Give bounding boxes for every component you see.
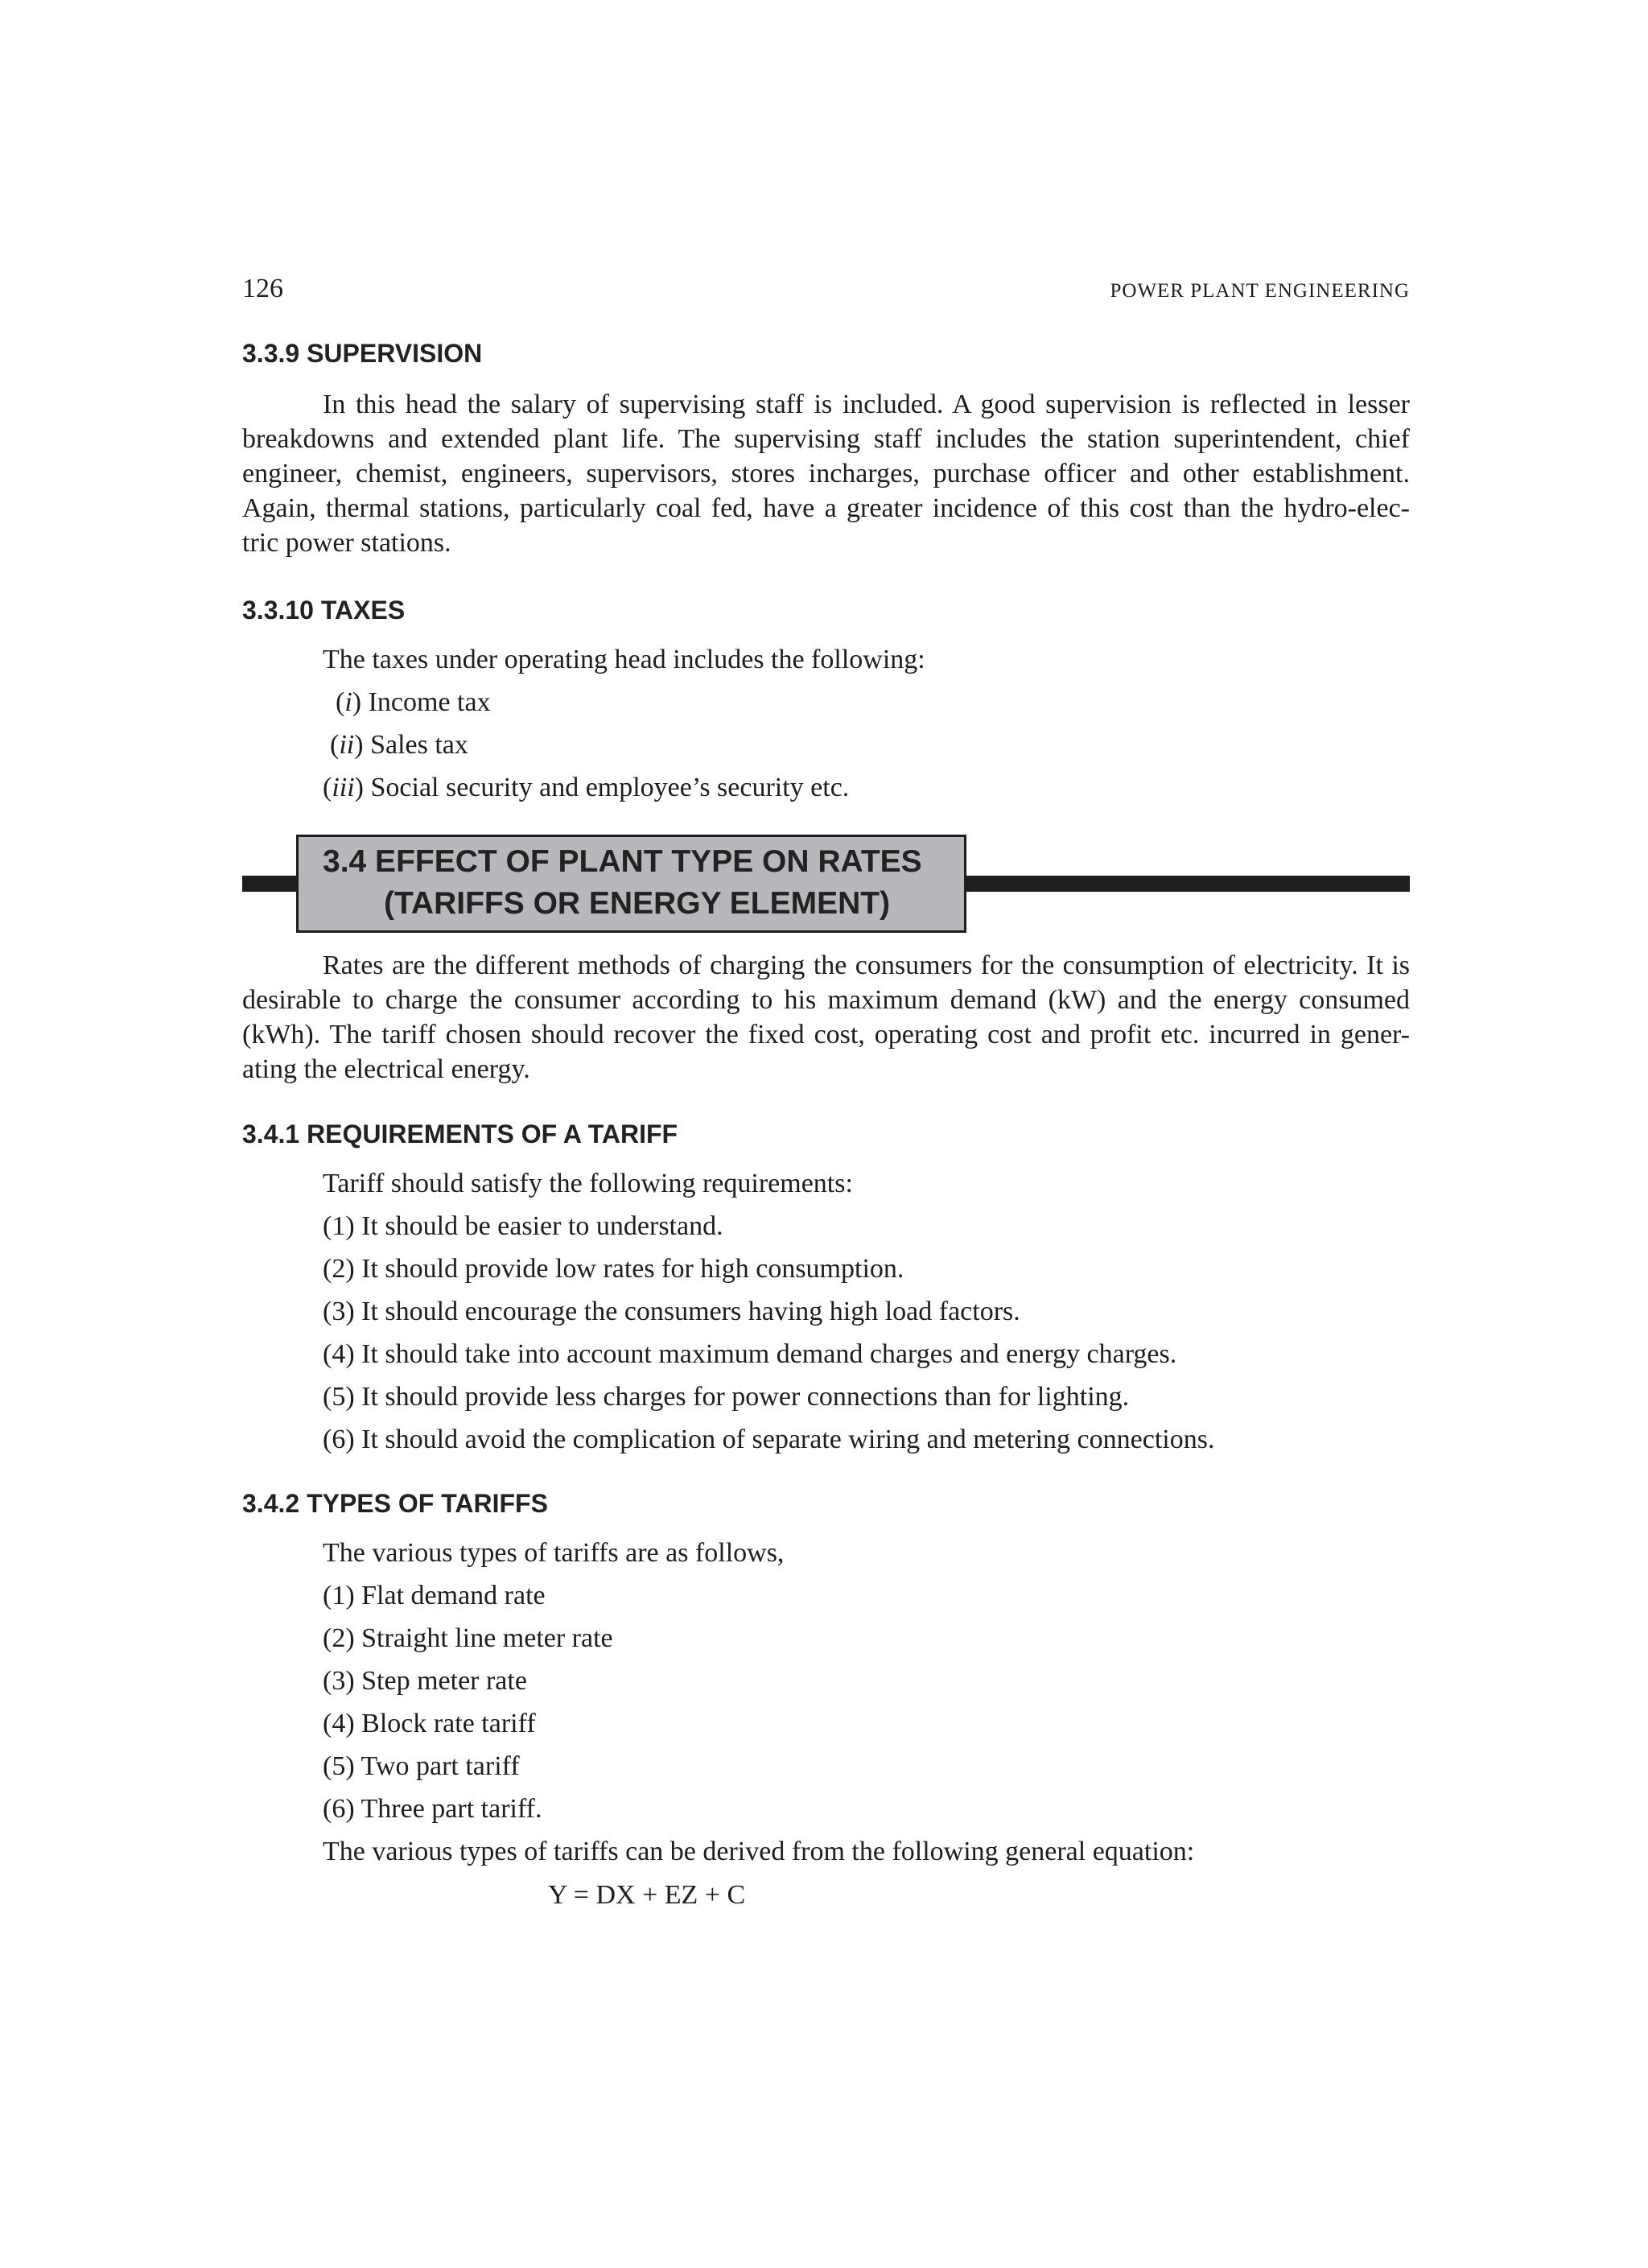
list-item: (ii) Sales tax [330, 730, 468, 760]
page-number: 126 [242, 274, 283, 303]
running-head [242, 274, 1410, 314]
banner-title-line-2: (TARIFFS OR ENERGY ELEMENT) [384, 886, 891, 921]
list-item: (5) It should provide less charges for power connections than for lighting. [323, 1382, 1130, 1412]
rates-paragraph [242, 948, 1410, 1087]
section-heading-3-4-1: 3.4.1 REQUIREMENTS OF A TARIFF [242, 1120, 678, 1148]
item-numeral: i [344, 687, 352, 717]
section-heading-3-3-9: 3.3.9 SUPERVISION [242, 339, 483, 368]
list-item: (i) Income tax [336, 687, 491, 717]
general-equation: Y = DX + EZ + C [548, 1880, 746, 1910]
list-item: (5) Two part tariff [323, 1751, 520, 1781]
section-heading-3-4-2: 3.4.2 TYPES OF TARIFFS [242, 1489, 548, 1518]
taxes-intro: The taxes under operating head includes the following: [323, 645, 925, 674]
section-heading-3-3-10: 3.3.10 TAXES [242, 596, 406, 625]
list-item: (2) It should provide low rates for high consumption. [323, 1254, 904, 1284]
paragraph-line: ating the electrical energy. [242, 1054, 530, 1084]
supervision-paragraph [242, 387, 1410, 560]
list-item: (2) Straight line meter rate [323, 1623, 613, 1653]
list-item: (3) It should encourage the consumers having high load factors. [323, 1297, 1020, 1326]
list-item: (4) It should take into account maximum demand charges and energy charges. [323, 1339, 1177, 1369]
paragraph-line: Rates are the different methods of charging the consumers for the consumption of electricity. It is [323, 950, 1410, 980]
paragraph-line: Again, thermal stations, particularly coal fed, have a greater incidence of this cost than the hydro-elec- [242, 493, 1410, 523]
paragraph-line: In this head the salary of supervising staff is included. A good supervision is reflected in lesser [323, 390, 1410, 419]
paragraph-line: tric power stations. [242, 528, 451, 558]
list-item: (6) Three part tariff. [323, 1794, 542, 1824]
list-item: (3) Step meter rate [323, 1666, 527, 1696]
paragraph-line: engineer, chemist, engineers, supervisors, stores incharges, purchase officer and other establishment. [242, 459, 1410, 489]
list-item: (iii) Social security and employee’s security etc. [323, 773, 850, 802]
paragraph-line: (kWh). The tariff chosen should recover the fixed cost, operating cost and profit etc. incurred in gener- [242, 1020, 1410, 1049]
paragraph-line: desirable to charge the consumer according to his maximum demand (kW) and the energy consumed [242, 985, 1410, 1015]
list-item: (1) Flat demand rate [323, 1581, 546, 1610]
item-numeral: iii [332, 773, 355, 802]
item-text: Income tax [368, 687, 491, 717]
types-outro: The various types of tariffs can be derived from the following general equation: [323, 1837, 1195, 1866]
item-text: Sales tax [370, 730, 468, 760]
list-item: (6) It should avoid the complication of separate wiring and metering connections. [323, 1425, 1215, 1454]
types-intro: The various types of tariffs are as follows, [323, 1538, 785, 1568]
item-text: Social security and employee’s security etc. [370, 773, 850, 802]
section-banner-3-4 [296, 835, 966, 933]
requirements-intro: Tariff should satisfy the following requirements: [323, 1169, 853, 1198]
list-item: (4) Block rate tariff [323, 1709, 536, 1738]
banner-title-line-1: 3.4 EFFECT OF PLANT TYPE ON RATES [323, 844, 922, 879]
item-numeral: ii [339, 730, 355, 760]
list-item: (1) It should be easier to understand. [323, 1211, 723, 1241]
paragraph-line: breakdowns and extended plant life. The supervising staff includes the station superintendent, chief [242, 424, 1410, 454]
running-title: POWER PLANT ENGINEERING [1110, 280, 1410, 302]
